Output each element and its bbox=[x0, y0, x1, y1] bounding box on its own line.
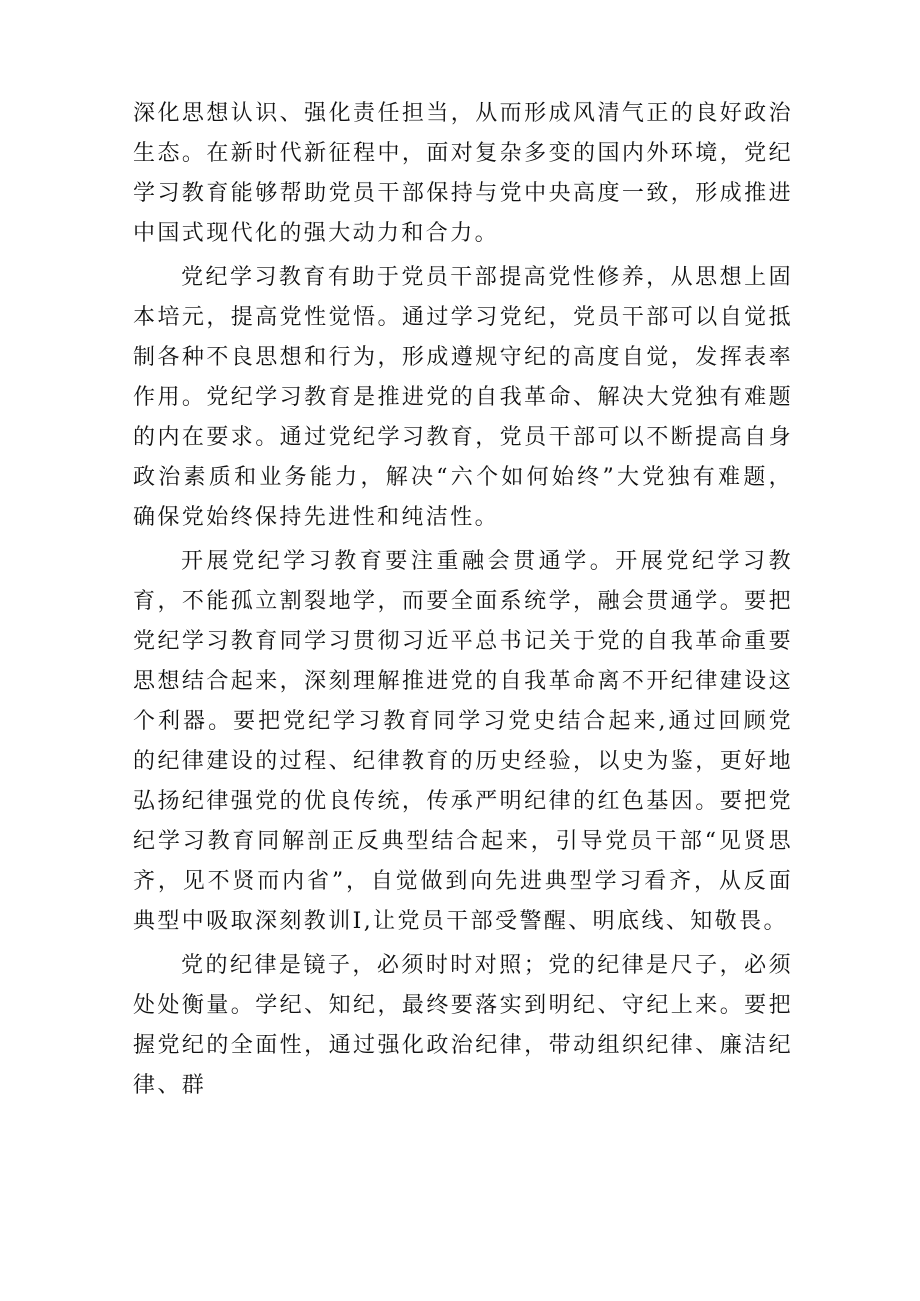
document-body bbox=[133, 94, 793, 1106]
paragraph-discipline-mirror: 党的纪律是镜子，必须时时对照；党的纪律是尺子，必须处处衡量。学纪、知纪，最终要落实到明纪、守纪上来。要把握党纪的全面性，通过强化政治纪律，带动组织纪律、廉洁纪律、群 bbox=[133, 953, 793, 1098]
paragraph-integrated-study: 开展党纪学习教育要注重融会贯通学。开展党纪学习教育，不能孤立割裂地学，而要全面系统学，融会贯通学。要把党纪学习教育同学习贯彻习近平总书记关于党的自我革命重要思想结合起来，深刻理解推进党的自我革命离不开纪律建设这个利器。要把党纪学习教育同学习党史结合起来,通过回顾党的纪律建设的过程、纪律教育的历史经验，以史为鉴，更好地弘扬纪律强党的优良传统，传承严明纪律的红色基因。要把党纪学习教育同解剖正反典型结合起来，引导党员干部“见贤思齐，见不贤而内省”，自觉做到向先进典型学习看齐，从反面典型中吸取深刻教训I,让党员干部受警醒、明底线、知敬畏。 bbox=[133, 549, 793, 934]
paragraph-continuation: 深化思想认识、强化责任担当，从而形成风清气正的良好政治生态。在新时代新征程中，面对复杂多变的国内外环境，党纪学习教育能够帮助党员干部保持与党中央高度一致，形成推进中国式现代化的强大动力和合力。 bbox=[133, 101, 793, 246]
paragraph-party-cultivation: 党纪学习教育有助于党员干部提高党性修养，从思想上固本培元，提高党性觉悟。通过学习党纪，党员干部可以自觉抵制各种不良思想和行为，形成遵规守纪的高度自觉，发挥表率作用。党纪学习教育是推进党的自我革命、解决大党独有难题的内在要求。通过党纪学习教育，党员干部可以不断提高自身政治素质和业务能力，解决“六个如何始终”大党独有难题，确保党始终保持先进性和纯洁性。 bbox=[133, 265, 793, 530]
